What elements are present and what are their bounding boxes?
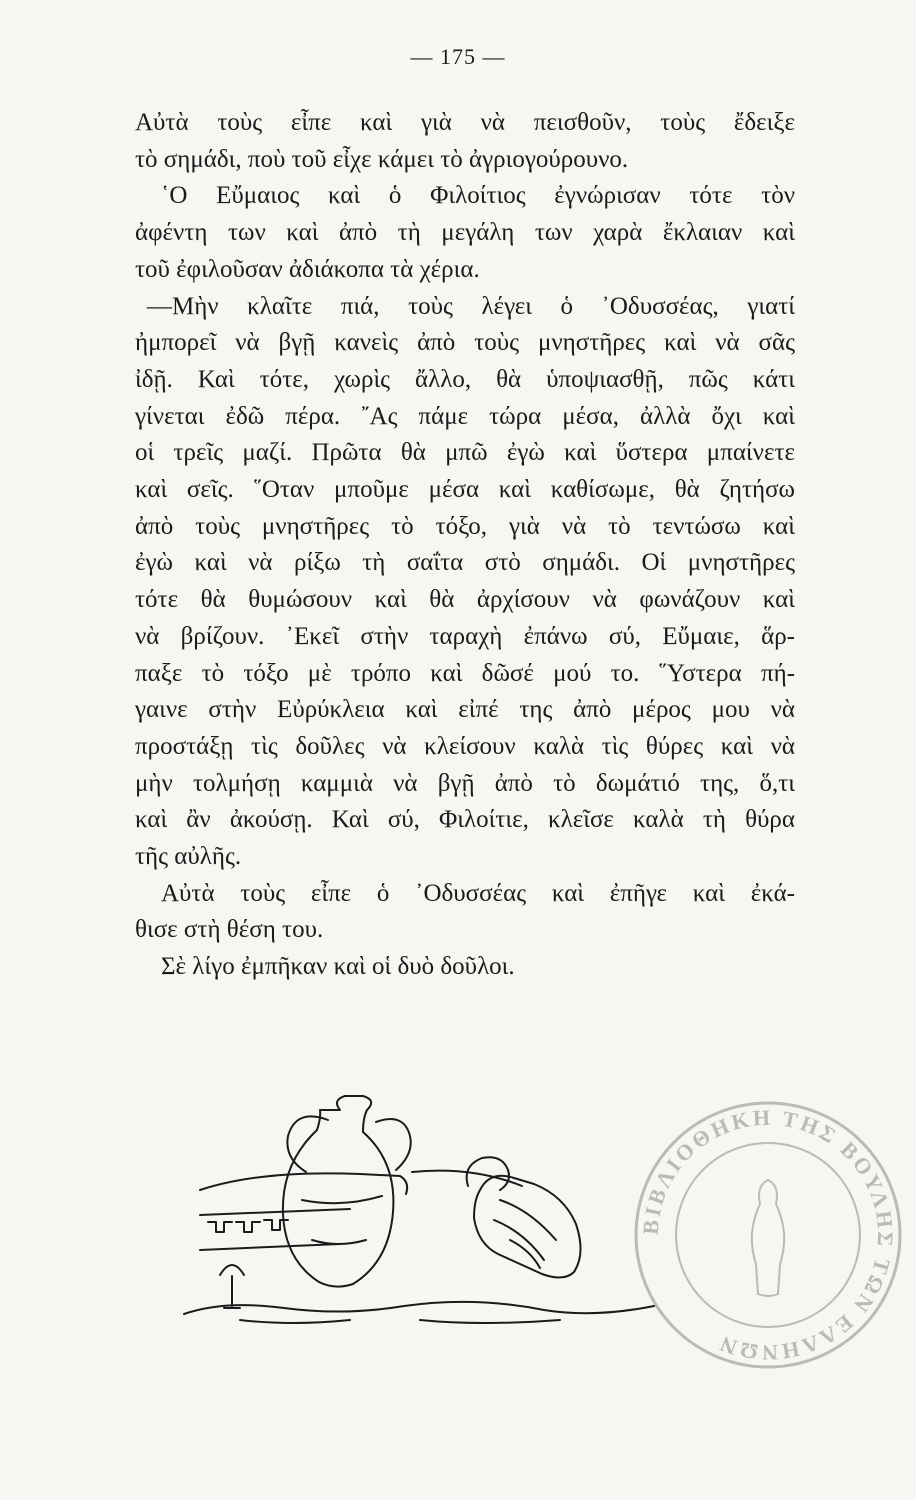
text-line: γαινε στὴν Εὐρύκλεια καὶ εἰπέ της ἀπὸ μέρος μου νὰ — [135, 696, 795, 724]
text-line: τότε θὰ θυμώσουν καὶ θὰ ἀρχίσουν νὰ φωνάζουν καὶ — [135, 586, 795, 614]
text-line: ἰδῇ. Καὶ τότε, χωρὶς ἄλλο, θὰ ὑποψιασθῇ, πῶς κάτι — [135, 365, 795, 393]
text-line: Αὐτὰ τοὺς εἶπε ὁ ᾿Οδυσσέας καὶ ἐπῆγε καὶ ἐκά- — [161, 879, 795, 907]
body-text — [135, 105, 795, 986]
text-line: Σὲ λίγο ἐμπῆκαν καὶ οἱ δυὸ δοῦλοι. — [161, 953, 515, 981]
text-line: τοῦ ἐφιλοῦσαν ἀδιάκοπα τὰ χέρια. — [135, 255, 480, 283]
text-line: τὸ σημάδι, ποὺ τοῦ εἶχε κάμει τὸ ἀγριογούρουνο. — [135, 145, 629, 173]
text-line: ἐγὼ καὶ νὰ ρίξω τὴ σαΐτα στὸ σημάδι. Οἱ μνηστῆρες — [135, 549, 795, 577]
amphora-illustration — [180, 1080, 660, 1330]
text-line: προστάξῃ τὶς δοῦλες νὰ κλείσουν καλὰ τὶς θύρες καὶ νὰ — [135, 732, 795, 760]
text-line: καὶ σεῖς. ῞Οταν μποῦμε μέσα καὶ καθίσωμε, θὰ ζητήσω — [135, 476, 795, 504]
text-line: οἱ τρεῖς μαζί. Πρῶτα θὰ μπῶ ἐγὼ καὶ ὕστερα μπαίνετε — [135, 439, 795, 467]
text-line: καὶ ἂν ἀκούσῃ. Καὶ σύ, Φιλοίτιε, κλεῖσε καλὰ τὴ θύρα — [135, 806, 795, 834]
text-line: παξε τὸ τόξο μὲ τρόπο καὶ δῶσέ μού το. ῞Υστερα πή- — [135, 659, 795, 687]
page-number: — 175 — — [410, 44, 506, 69]
stamp-text: ΒΙΒΛΙΟΘΗΚΗ ΤΗΣ ΒΟΥΛΗΣ ΤΩΝ ΕΛΛΗΝΩΝ — [637, 1104, 899, 1366]
text-line: γίνεται ἐδῶ πέρα. ῎Ας πάμε τώρα μέσα, ἀλλὰ ὄχι καὶ — [135, 402, 795, 430]
text-line: ἠμπορεῖ νὰ βγῇ κανεὶς ἀπὸ τοὺς μνηστῆρες καὶ νὰ σᾶς — [135, 329, 795, 357]
text-line: Αὐτὰ τοὺς εἶπε καὶ γιὰ νὰ πεισθοῦν, τοὺς ἔδειξε — [135, 109, 795, 136]
text-line: νὰ βρίζουν. ᾿Εκεῖ στὴν ταραχὴ ἐπάνω σύ, Εὔμαιε, ἅρ- — [135, 622, 795, 650]
text-line: ἀπὸ τοὺς μνηστῆρες τὸ τόξο, γιὰ νὰ τὸ τεντώσω καὶ — [135, 512, 795, 540]
text-line: ῾Ο Εὔμαιος καὶ ὁ Φιλοίτιος ἐγνώρισαν τότε τὸν — [161, 182, 795, 210]
text-line: τῆς αὐλῆς. — [135, 843, 242, 871]
text-line: μὴν τολμήσῃ καμμιὰ νὰ βγῇ ἀπὸ τὸ δωμάτιό της, ὅ,τι — [135, 769, 795, 797]
text-line: —Μὴν κλαῖτε πιά, τοὺς λέγει ὁ ᾿Οδυσσέας, γιατί — [147, 292, 795, 320]
text-line: θισε στὴ θέση του. — [135, 916, 324, 944]
library-stamp — [618, 1090, 916, 1380]
text-line: ἀφέντη των καὶ ἀπὸ τὴ μεγάλη των χαρὰ ἔκλαιαν καὶ — [135, 219, 795, 247]
